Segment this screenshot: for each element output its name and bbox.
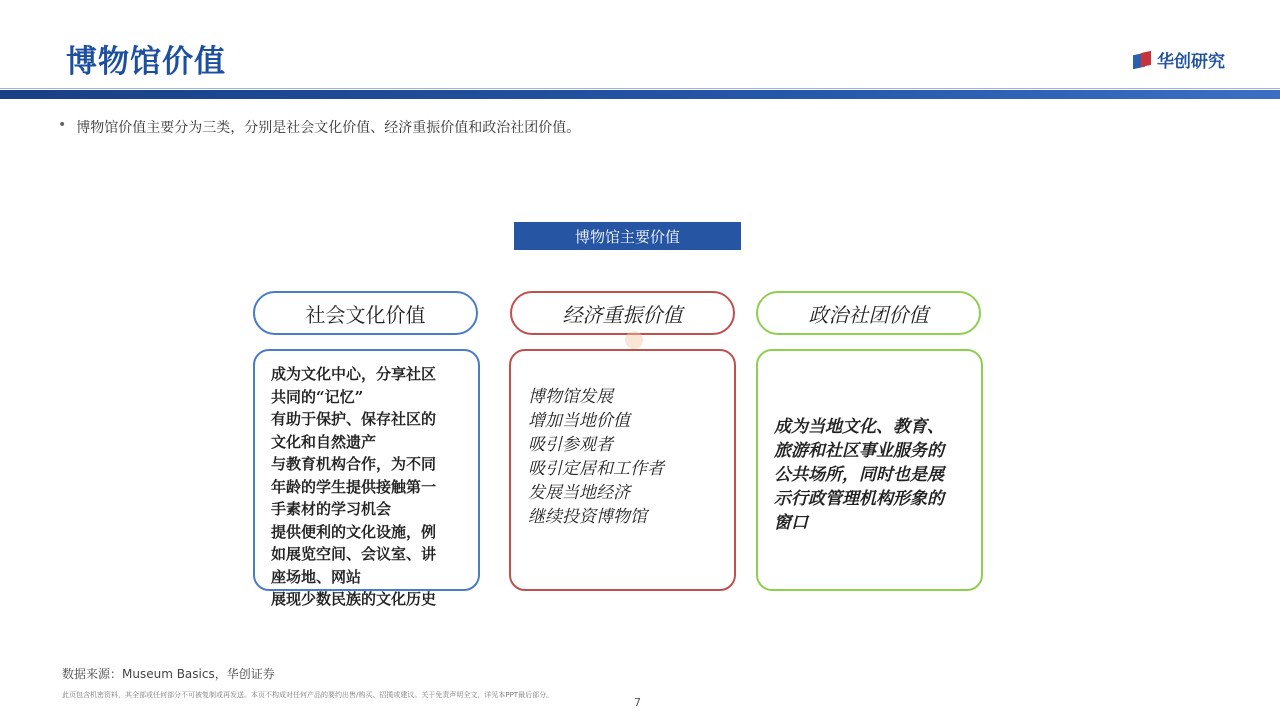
category-card-economic (509, 349, 736, 591)
card-line: 增加当地价值 (528, 411, 630, 431)
card-line: 成为文化中心，分享社区 (271, 365, 437, 383)
brand-logo-text: 华创研究 (1157, 52, 1225, 72)
card-line: 如展览空间、会议室、讲 (271, 545, 437, 563)
card-line: 吸引参观者 (528, 435, 613, 455)
category-card-social-cultural (253, 349, 480, 608)
diagram-main-label: 博物馆主要价值 (514, 222, 741, 250)
intro-text: 博物馆价值主要分为三类，分别是社会文化价值、经济重振价值和政治社团价值。 (76, 120, 581, 136)
card-line: 公共场所，同时也是展 (774, 465, 944, 485)
card-line: 展现少数民族的文化历史 (271, 590, 437, 608)
card-line: 提供便利的文化设施，例 (271, 522, 437, 541)
card-line: 手素材的学习机会 (271, 500, 392, 518)
brand-logo-icon (1133, 50, 1153, 70)
brand-logo (1133, 47, 1225, 72)
disclaimer-note: 此页包含机密资料，其全部或任何部分不可被复制或再发送。本页不构成对任何产品的要约出售/购买、招揽或建议。关于免责声明全文，详见本PPT最后部分。 (62, 691, 554, 699)
card-line: 继续投资博物馆 (528, 507, 647, 527)
card-line: 文化和自然遗产 (271, 432, 377, 451)
bullet-dot-icon: • (58, 117, 67, 133)
intro-bullet (58, 117, 580, 137)
card-line: 与教育机构合作，为不同 (271, 455, 437, 473)
category-pill-economic: 经济重振价值 (510, 291, 735, 335)
card-line: 旅游和社区事业服务的 (774, 441, 944, 461)
card-line: 年龄的学生提供接触第一 (271, 477, 437, 496)
header-divider-bar (0, 90, 1280, 99)
header-divider-thin (0, 88, 1280, 89)
card-line: 成为当地文化、教育、 (774, 417, 944, 437)
category-pill-political: 政治社团价值 (756, 291, 981, 335)
page-title: 博物馆价值 (66, 44, 226, 80)
card-line: 吸引定居和工作者 (528, 459, 664, 479)
card-line: 发展当地经济 (528, 483, 630, 503)
category-card-political (756, 349, 983, 591)
card-line: 窗口 (774, 513, 808, 533)
card-line: 共同的“记忆” (271, 387, 364, 406)
category-pill-social-cultural: 社会文化价值 (253, 291, 478, 335)
data-source-note: 数据来源：Museum Basics，华创证券 (62, 667, 275, 681)
card-line: 博物馆发展 (528, 387, 613, 407)
card-line: 示行政管理机构形象的 (774, 489, 944, 509)
card-line: 座场地、网站 (271, 567, 362, 586)
card-line: 有助于保护、保存社区的 (271, 410, 437, 428)
page-number: 7 (634, 696, 641, 709)
